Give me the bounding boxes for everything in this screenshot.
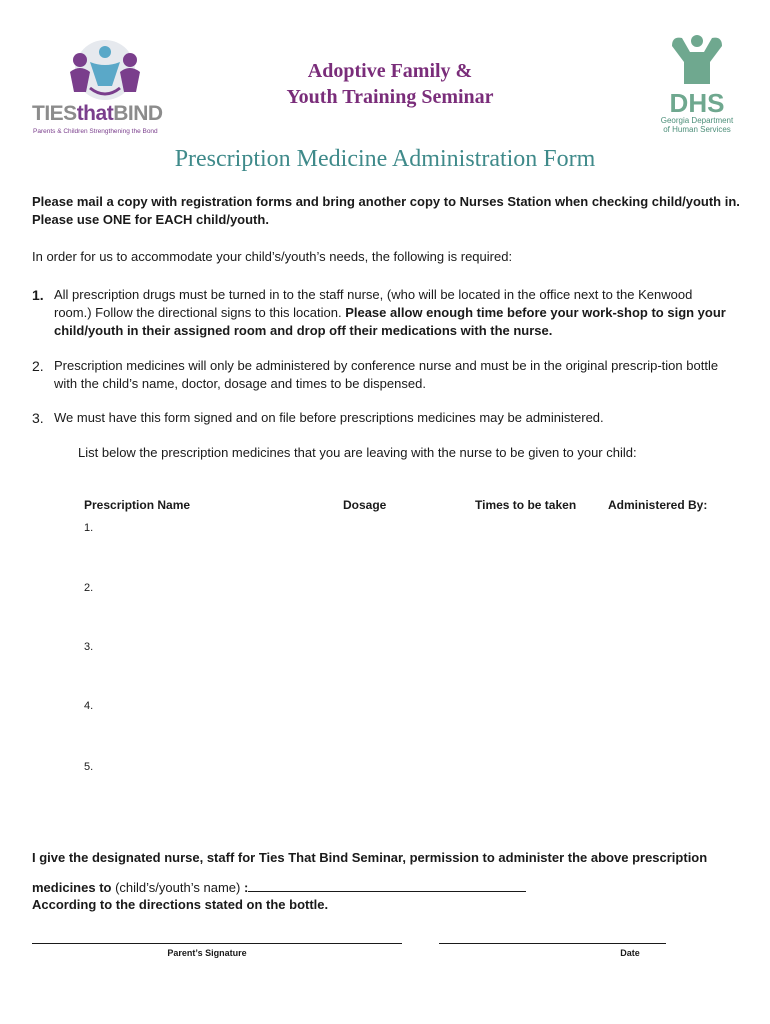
permission-child-name-label: (child’s/youth’s name) [111,880,244,895]
form-title: Prescription Medicine Administration Form [174,146,596,172]
family-figures-icon [30,38,180,102]
dhs-name [652,116,742,134]
logo-wordmark: TIESthatBIND [32,102,163,125]
permission-child-name-line [32,879,752,895]
header-administered-by: Administered By: [608,498,708,512]
seminar-title-line2: Youth Training Seminar [286,86,494,108]
requirement-item-3 [32,409,732,427]
prescription-row-4: 4. [84,700,94,712]
seminar-title-line1: Adoptive Family & [307,60,473,82]
header-times: Times to be taken [475,498,577,512]
requirement-text: We must have this form signed and on file before prescriptions medicines may be administered. [54,410,604,425]
date-label: Date [620,948,640,958]
logo-tagline: Parents & Children Strengthening the Bond [33,128,158,135]
permission-directions: According to the directions stated on the bottle. [32,897,329,912]
intro-text: In order for us to accommodate your child’s/youth’s needs, the following is required: [32,249,513,264]
permission-statement: I give the designated nurse, staff for Ties That Bind Seminar, permission to administer the above prescription [32,850,708,865]
dhs-name-line2: of Human Services [663,125,731,134]
permission-colon: : [243,880,249,895]
header-prescription-name: Prescription Name [84,498,191,512]
child-name-field[interactable] [248,879,526,892]
list-intro: List below the prescription medicines that you are leaving with the nurse to be given to your child: [78,445,637,460]
requirement-text: Prescription medicines will only be administered by conference nurse and must be in the original prescrip-tion bottle with the child’s name, doctor, dosage and times to be dispensed. [54,358,719,391]
requirement-bold-text: Please allow enough time before your work-shop to sign your child/youth in their assigned room and drop off their medications with the nurse. [54,305,726,338]
requirement-item-2 [32,357,732,393]
dhs-logo [652,32,742,140]
parent-signature-label: Parent’s Signature [167,948,247,958]
permission-medicines-to: medicines to [32,880,112,895]
dhs-name-line1: Georgia Department [660,116,734,125]
requirement-item-1 [32,286,732,340]
prescription-row-3: 3. [84,641,94,653]
ties-that-bind-logo [30,38,180,138]
header-dosage: Dosage [343,498,387,512]
parent-signature-line[interactable] [32,943,402,944]
requirement-text: All prescription drugs must be turned in to the staff nurse, (who will be located in the office next to the Kenwood room.) Follow the directional signs to this location. [54,287,693,320]
dhs-abbrev: DHS [669,88,725,116]
prescription-row-5: 5. [84,761,94,773]
requirement-number: 2. [32,358,44,374]
requirement-number: 3. [32,410,44,426]
mail-note: Please mail a copy with registration forms and bring another copy to Nurses Station when checking child/youth in. Please use ONE for EACH child/youth. [32,194,740,227]
prescription-row-1: 1. [84,522,94,534]
seminar-title [240,58,540,110]
dhs-emblem-icon [652,32,742,116]
date-line[interactable] [439,943,666,944]
prescription-row-2: 2. [84,582,94,594]
requirement-number: 1. [32,287,44,303]
